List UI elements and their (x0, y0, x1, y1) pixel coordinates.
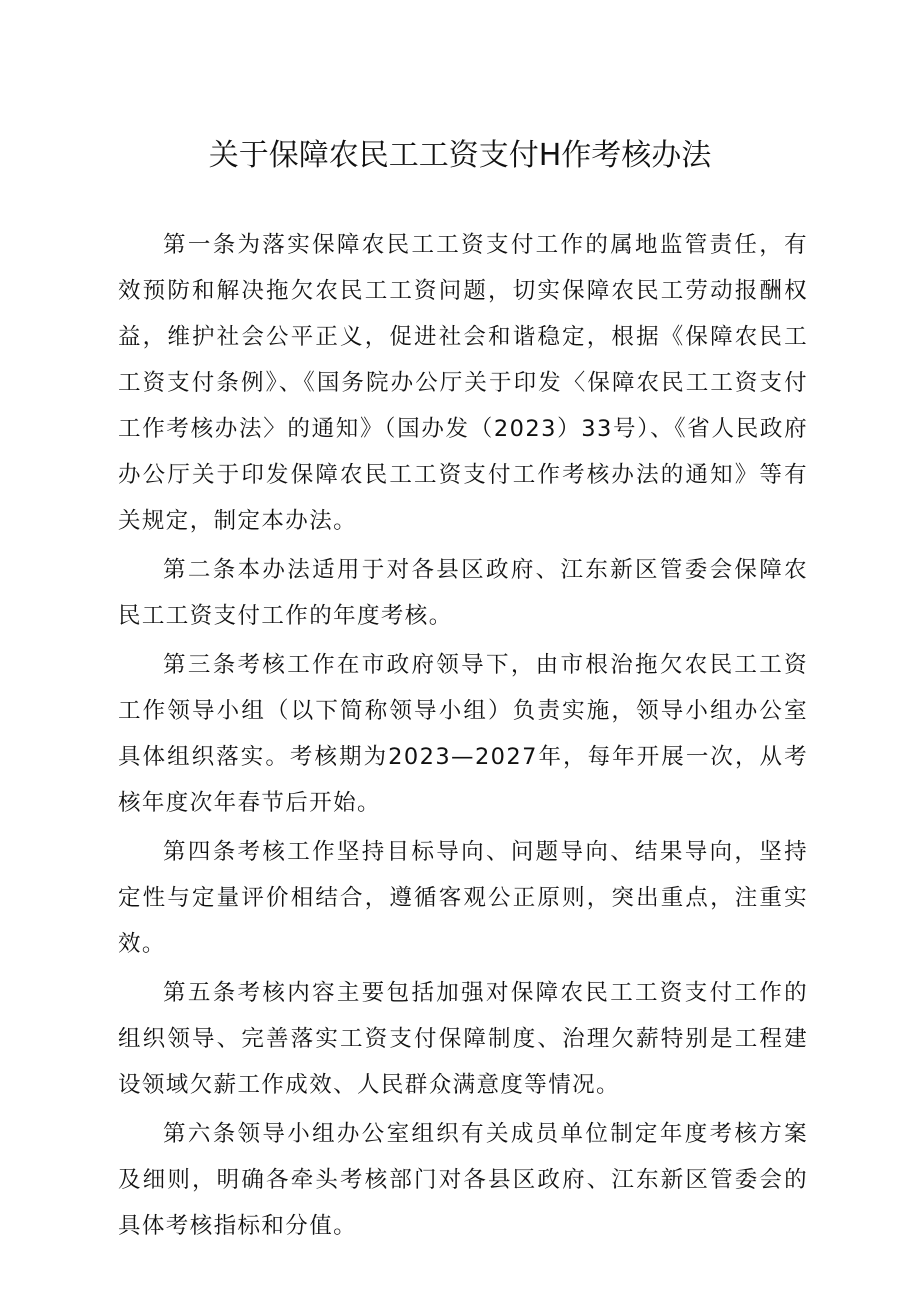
article-2: 第二条本办法适用于对各县区政府、江东新区管委会保障农民工工资支付工作的年度考核。 (118, 557, 808, 629)
article-6: 第六条领导小组办公室组织有关成员单位制定年度考核方案及细则，明确各牵头考核部门对各县区政府、江东新区管委会的具体考核指标和分值。 (118, 1121, 808, 1239)
document-title: 关于保障农民工工资支付H作考核办法 (208, 138, 712, 173)
document-body (118, 222, 808, 1252)
article-5: 第五条考核内容主要包括加强对保障农民工工资支付工作的组织领导、完善落实工资支付保障制度、治理欠薪特别是工程建设领域欠薪工作成效、人民群众满意度等情况。 (118, 980, 808, 1098)
article-3: 第三条考核工作在市政府领导下，由市根治拖欠农民工工资工作领导小组（以下简称领导小组）负责实施，领导小组办公室具体组织落实。考核期为2023—2027年，每年开展一次，从考核年度次年春节后开始。 (118, 652, 808, 816)
article-1: 第一条为落实保障农民工工资支付工作的属地监管责任，有效预防和解决拖欠农民工工资问题，切实保障农民工劳动报酬权益，维护社会公平正义，促进社会和谐稳定，根据《保障农民工工资支付条例》、《国务院办公厅关于印发〈保障农民工工资支付工作考核办法〉的通知》（国办发（2023）33号）、《省人民政府办公厅关于印发保障农民工工资支付工作考核办法的通知》等有关规定，制定本办法。 (118, 232, 808, 534)
article-4: 第四条考核工作坚持目标导向、问题导向、结果导向，坚持定性与定量评价相结合，遵循客观公正原则，突出重点，注重实效。 (118, 839, 808, 957)
